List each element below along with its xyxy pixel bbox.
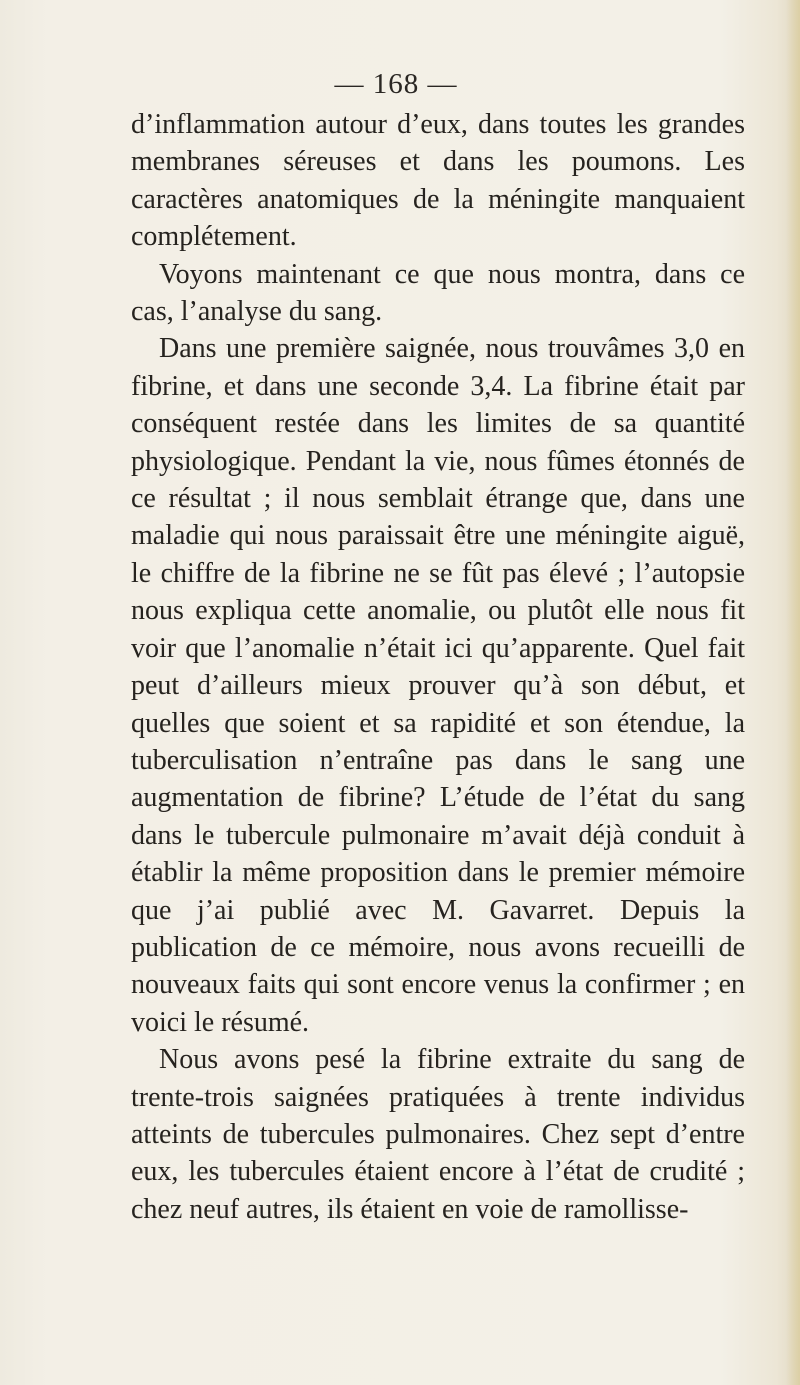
- paragraph-1: d’inflammation autour d’eux, dans toutes les grandes membranes séreuses et dans les poumons. Les caractères anatomiques de la méningite manquaient complétement.: [131, 109, 745, 253]
- paragraph-4: Nous avons pesé la fibrine extraite du sang de trente-trois saignées pratiquées à trente individus atteints de tubercules pulmonaires. Chez sept d’entre eux, les tubercules étaient encore à l’état de crudité ; chez neuf autres, ils étaient en voie de ramollisse-: [131, 1044, 745, 1225]
- page-edge-shadow: [786, 0, 800, 1385]
- paragraph-2: Voyons maintenant ce que nous montra, dans ce cas, l’analyse du sang.: [131, 258, 745, 328]
- paragraph-3: Dans une première saignée, nous trouvâmes 3,0 en fibrine, et dans une seconde 3,4. La fibrine était par conséquent restée dans les limites de sa quantité physiologique. Pendant la vie, nous fûmes étonnés de ce résultat ; il nous semblait étrange que, dans une maladie qui nous paraissait être une méningite aiguë, le chiffre de la fibrine ne se fût pas élevé ; l’autopsie nous expliqua cette anomalie, ou plutôt elle nous fit voir que l’anomalie n’était ici qu’apparente. Quel fait peut d’ailleurs mieux prouver qu’à son début, et quelles que soient et sa rapidité et son étendue, la tuberculisation n’entraîne pas dans le sang une augmentation de fibrine? L’étude de l’état du sang dans le tubercule pulmonaire m’avait déjà conduit à établir la même proposition dans le premier mémoire que j’ai publié avec M. Gavarret. Depuis la publication de ce mémoire, nous avons recueilli de nouveaux faits qui sont encore venus la confirmer ; en voici le résumé.: [131, 333, 745, 1038]
- page-body: [131, 106, 745, 1228]
- page-number-header: — 168 —: [334, 68, 458, 100]
